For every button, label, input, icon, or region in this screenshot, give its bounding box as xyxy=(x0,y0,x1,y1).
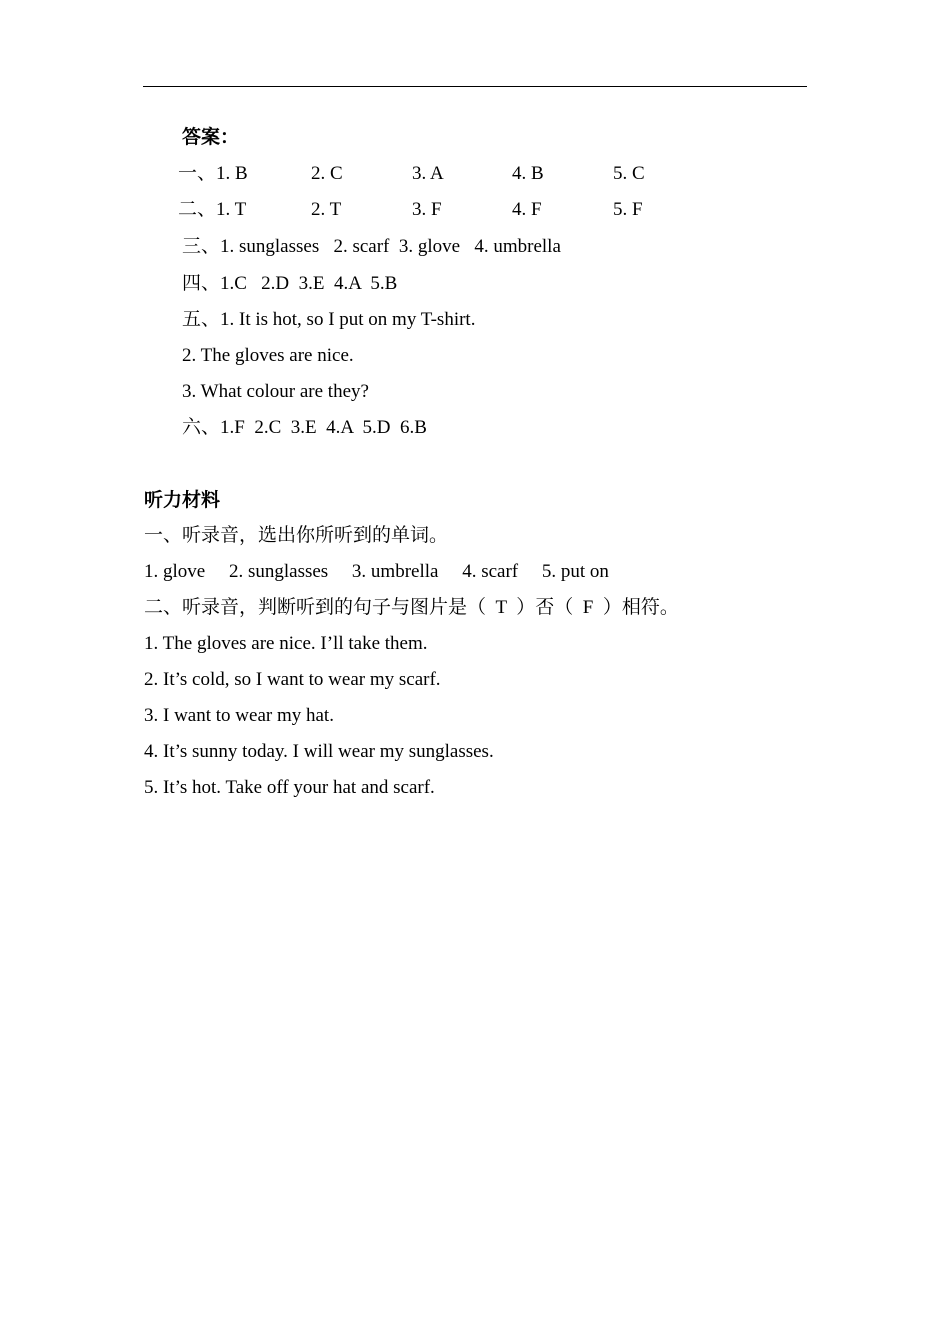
answers-section-4: 四、1.C 2.D 3.E 4.A 5.B xyxy=(182,273,398,294)
section-2-item: 5. F xyxy=(613,199,643,220)
section-2-label: 二、 xyxy=(178,199,217,220)
listening-part-1-words: 1. glove 2. sunglasses 3. umbrella 4. scarf 5. put on xyxy=(144,561,609,582)
listening-sentence: 4. It’s sunny today. I will wear my sunglasses. xyxy=(144,741,494,762)
section-2-item: 2. T xyxy=(311,199,342,220)
section-2-item: 3. F xyxy=(412,199,442,220)
listening-heading: 听力材料 xyxy=(144,490,221,511)
section-1-item: 4. B xyxy=(512,163,544,184)
answers-section-5-line-3: 3. What colour are they? xyxy=(182,381,369,402)
section-2-item: 4. F xyxy=(512,199,542,220)
answers-section-5-line-2: 2. The gloves are nice. xyxy=(182,345,354,366)
answers-heading: 答案： xyxy=(182,127,240,148)
section-1-item: 5. C xyxy=(613,163,645,184)
header-rule xyxy=(143,86,807,87)
answers-section-6: 六、1.F 2.C 3.E 4.A 5.D 6.B xyxy=(182,417,427,438)
section-1-item: 1. B xyxy=(216,163,248,184)
listening-part-2-instruction: 二、听录音，判断听到的句子与图片是（ T ）否（ F ）相符。 xyxy=(144,597,679,618)
section-1-item: 2. C xyxy=(311,163,343,184)
answers-section-5-line-1: 五、1. It is hot, so I put on my T-shirt. xyxy=(182,309,476,330)
listening-sentence: 2. It’s cold, so I want to wear my scarf. xyxy=(144,669,441,690)
section-1-label: 一、 xyxy=(178,163,217,184)
answers-section-3: 三、1. sunglasses 2. scarf 3. glove 4. umbrella xyxy=(182,236,561,257)
section-1-item: 3. A xyxy=(412,163,444,184)
listening-sentence: 3. I want to wear my hat. xyxy=(144,705,334,726)
section-2-item: 1. T xyxy=(216,199,247,220)
listening-sentence: 1. The gloves are nice. I’ll take them. xyxy=(144,633,428,654)
listening-part-1-instruction: 一、听录音，选出你所听到的单词。 xyxy=(144,525,449,546)
listening-sentence: 5. It’s hot. Take off your hat and scarf. xyxy=(144,777,435,798)
